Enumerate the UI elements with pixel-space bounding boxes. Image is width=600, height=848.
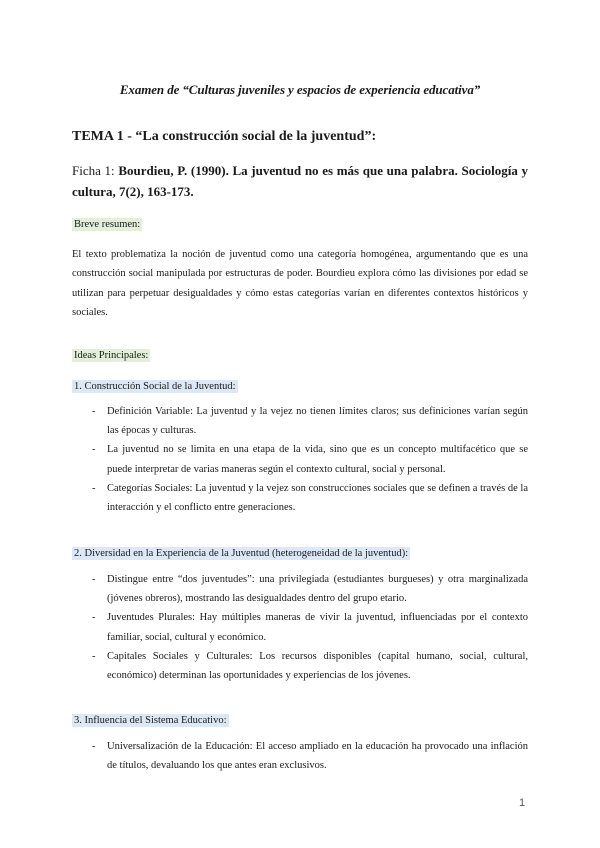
tema-heading: TEMA 1 - “La construcción social de la juventud”: xyxy=(72,129,377,144)
ideas-label: Ideas Principales: xyxy=(74,350,149,361)
section-heading: 2. Diversidad en la Experiencia de la Juventud (heterogeneidad de la juventud): xyxy=(74,548,409,559)
list-item: - Universalización de la Educación: El acceso ampliado en la educación ha provocado una inflación de títulos, devaluando los que antes eran exclusivos. xyxy=(92,737,528,775)
ficha-reference xyxy=(72,160,528,202)
resumen-paragraph: El texto problematiza la noción de juventud como una categoría homogénea, argumentando que es una construcción social manipulada por estructuras de poder. Bourdieu explora cómo las divisiones por edad se utilizan para perpetuar desigualdades y cómo estas categorías varían en diferentes contextos históricos y sociales. xyxy=(72,249,528,319)
section-heading: 3. Influencia del Sistema Educativo: xyxy=(74,715,227,726)
list-item: - Juventudes Plurales: Hay múltiples maneras de vivir la juventud, influenciadas por el contexto familiar, social, cultural y económico. xyxy=(92,608,528,646)
page-number: 1 xyxy=(519,797,526,809)
list-item: - Definición Variable: La juventud y la vejez no tienen límites claros; sus definiciones varían según las épocas y culturas. xyxy=(92,402,528,440)
document-title: Examen de “Culturas juveniles y espacios de experiencia educativa” xyxy=(119,82,481,97)
section-3-list xyxy=(92,737,528,775)
ideas-label-wrap xyxy=(72,345,150,363)
section-1-list xyxy=(92,402,528,517)
ficha-citation: Bourdieu, P. (1990). La juventud no es más que una palabra. Sociología y cultura, 7(2), 163-173. xyxy=(72,163,528,199)
section-1-heading-wrap xyxy=(72,376,238,394)
section-heading: 1. Construcción Social de la Juventud: xyxy=(74,381,236,392)
resumen-label-wrap xyxy=(72,214,142,232)
ficha-label: Ficha 1: xyxy=(72,163,115,178)
list-item: - Capitales Sociales y Culturales: Los recursos disponibles (capital humano, social, cultural, económico) determinan las oportunidades y experiencias de los jóvenes. xyxy=(92,647,528,685)
section-3-heading-wrap xyxy=(72,710,229,728)
section-2-list xyxy=(92,570,528,685)
resumen-label: Breve resumen: xyxy=(74,219,141,230)
section-2-heading-wrap xyxy=(72,543,410,561)
list-item: - Distingue entre “dos juventudes”: una privilegiada (estudiantes burgueses) y otra marginalizada (jóvenes obreros), mostrando las desigualdades dentro del grupo etario. xyxy=(92,570,528,608)
list-item: - Categorías Sociales: La juventud y la vejez son construcciones sociales que se definen a través de la interacción y el conflicto entre generaciones. xyxy=(92,479,528,517)
list-item: - La juventud no se limita en una etapa de la vida, sino que es un concepto multifacético que se puede interpretar de varias maneras según el contexto cultural, social y personal. xyxy=(92,440,528,478)
